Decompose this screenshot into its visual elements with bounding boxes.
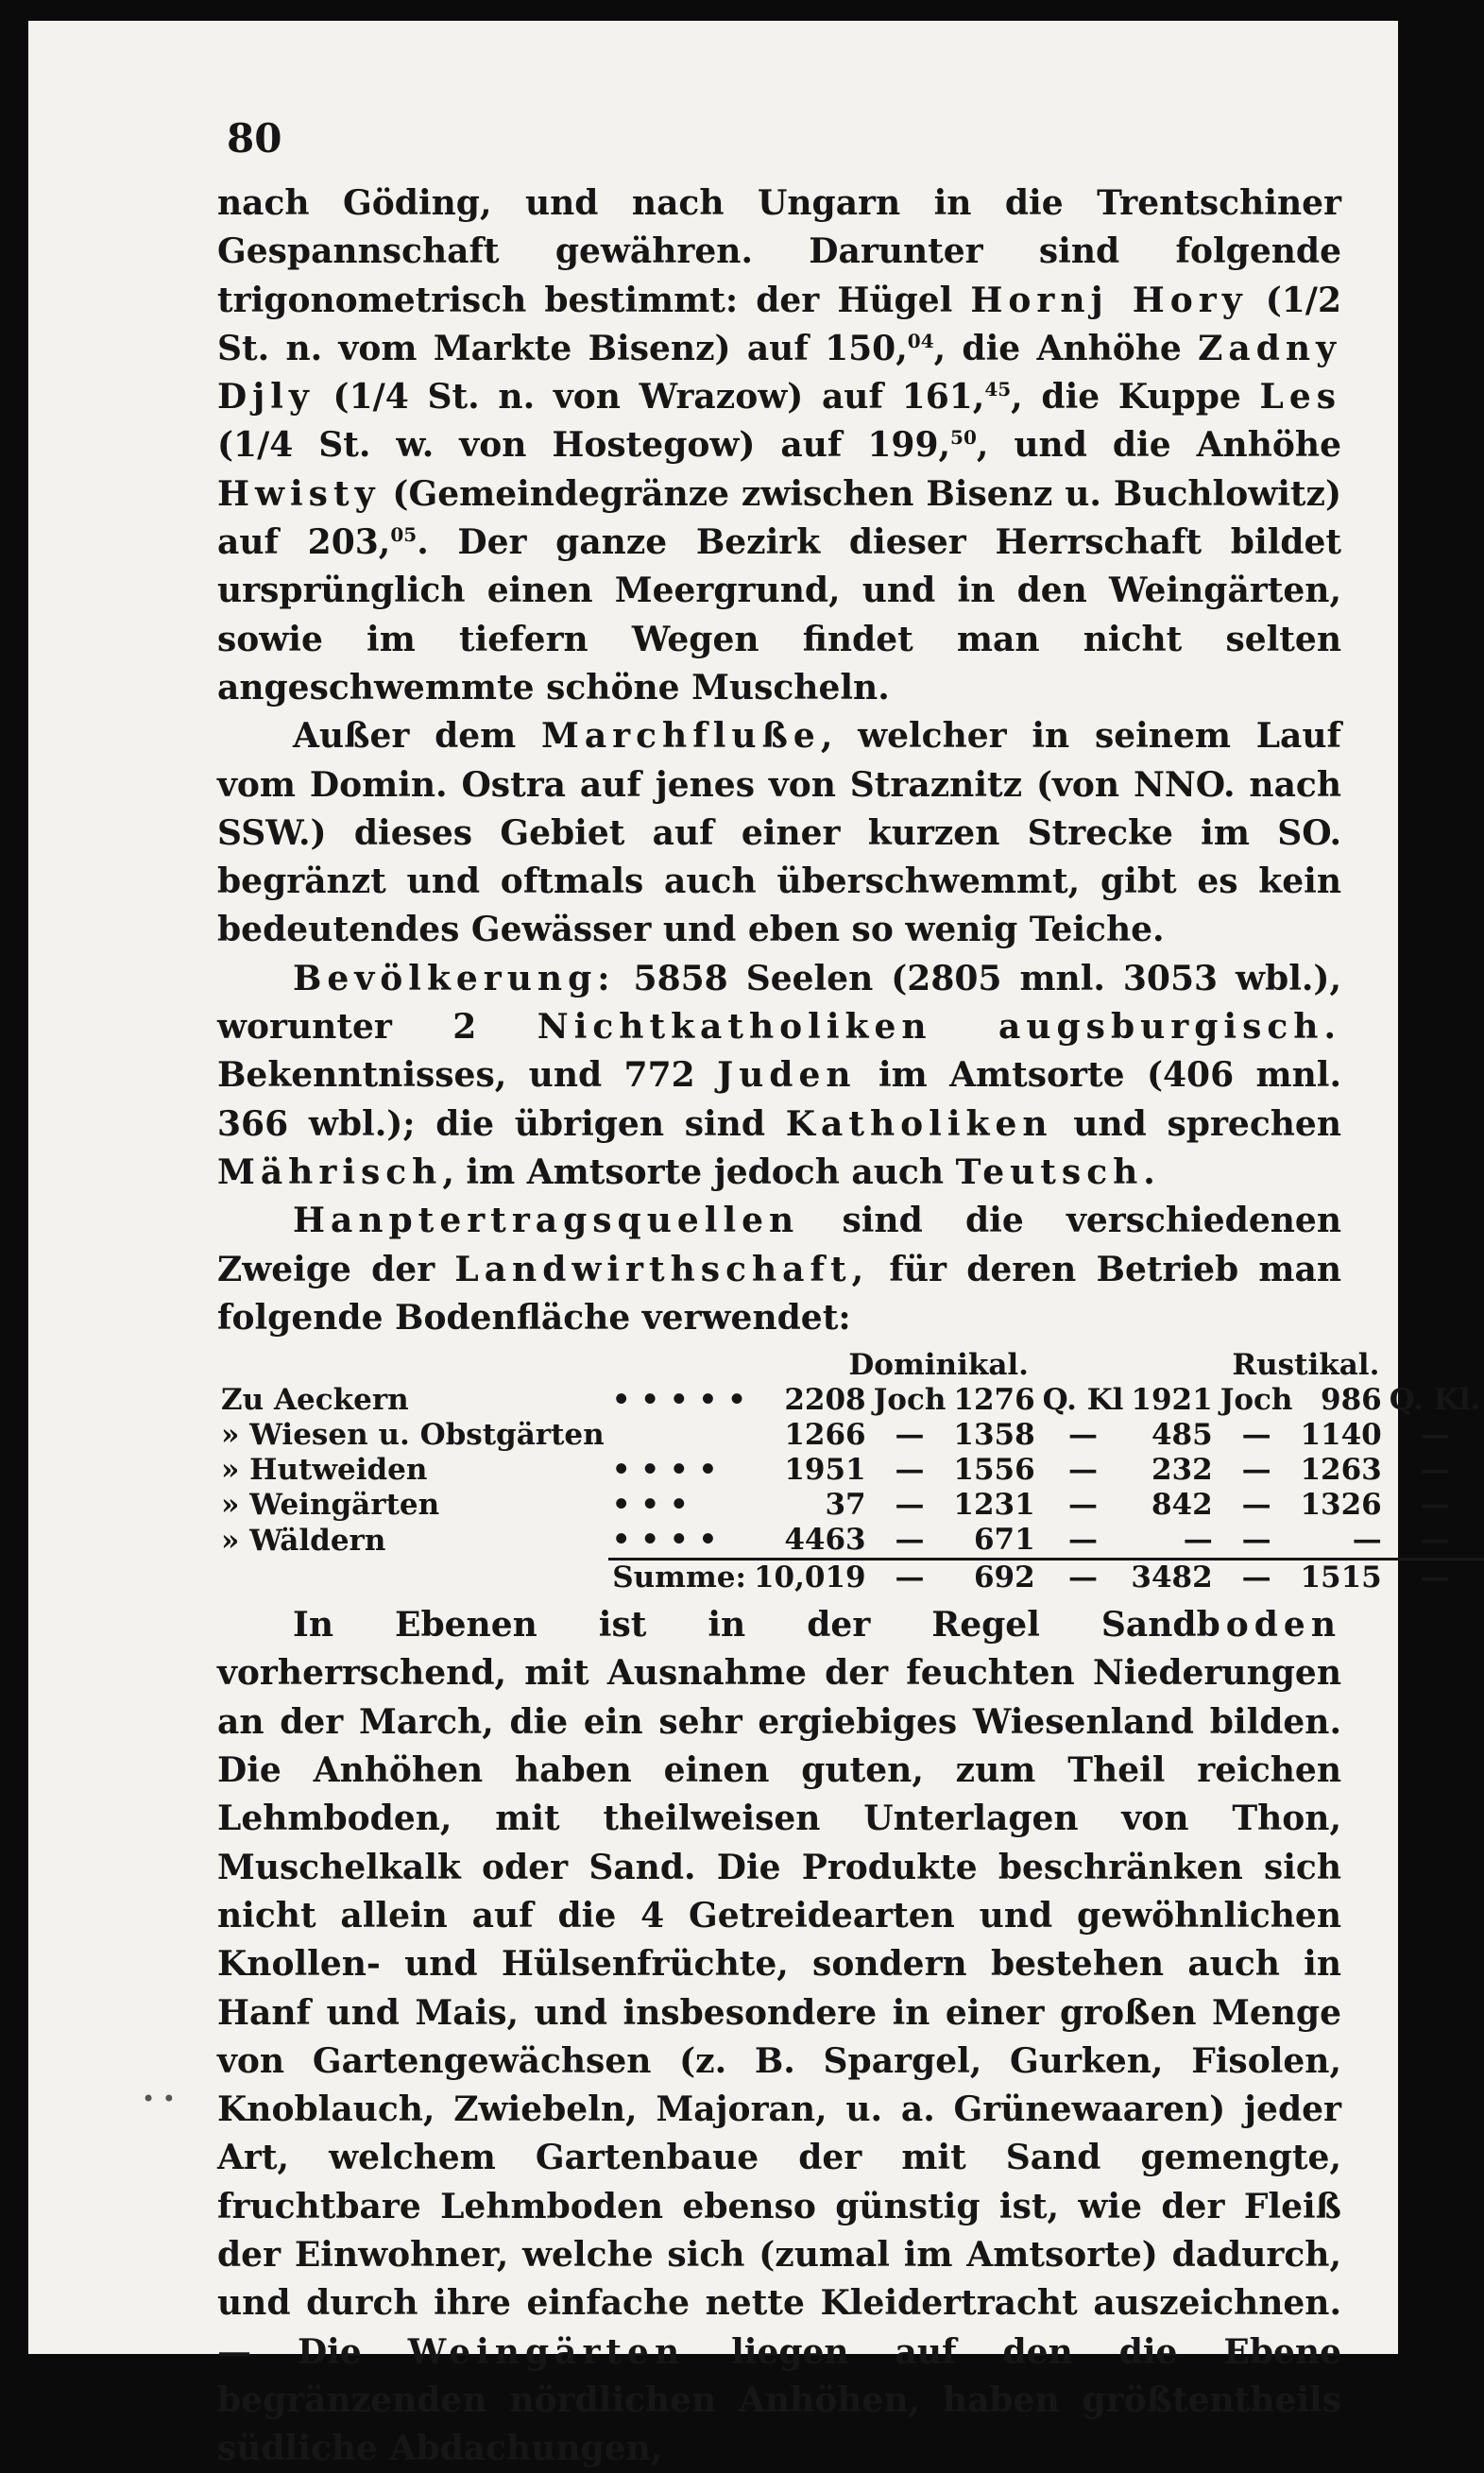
table-row: » Hutweiden • • • • 1951 — 1556 — 232 — 1263 — [221,1453,1450,1488]
dominikal-header: Dominikal. [848,1348,1029,1383]
fraction: 1/4 [233,425,294,466]
rustikal-header: Rustikal. [1232,1348,1380,1383]
margin-mark: • • [142,2086,176,2112]
table-row: » Wiesen u. Obstgärten 1266 — 1358 — 485 — 1140 — [221,1418,1450,1453]
paragraph-trigonometric: nach Göding, und nach Ungarn in die Trentschiner Gespannschaft gewähren. Darunter sind folgende trigonometrisch bestimmt: der Hügel Hornj Hory (1/2 St. n. vom Markte Bisenz) auf 150,04, die Anhöhe Zadny Djly (1/4 St. n. von Wrazow) auf 161,45, die Kuppe Les (1/4 St. w. von Hostegow) auf 199,50, und die Anhöhe Hwisty (Gemeindegränze zwischen Bisenz u. Buchlowitz) auf 203,05. Der ganze Bezirk dieser Herrschaft bildet ursprünglich einen Meergrund, und in den Weingärten, sowie im tiefern Wegen findet man nicht selten angeschwemmte schöne Muscheln. [217,183,1341,708]
table-row: Zu Aeckern • • • • • 2208 Joch 1276 Q. Kl 1921 Joch 986 Q. Kl. [221,1383,1481,1418]
paragraph-income-sources: Hanptertragsquellen sind die verschiedenen Zweige der Landwirthschaft, für deren Betrieb man folgende Bodenfläche verwendet: [217,1201,1341,1338]
sum-row: Summe: 10,019 — 692 — 3482 — 1515 — [217,1560,1484,1596]
fraction: 1/2 [1281,280,1341,320]
section-heading: Bevölkerung: [293,958,616,998]
section-heading: Hanptertragsquellen [293,1201,800,1241]
land-table [217,1348,1484,1595]
fraction: 1/4 [349,377,409,418]
river-name: Marchfluße [540,716,821,757]
place-name: Hornj Hory [970,280,1248,320]
paragraph-population: Bevölkerung: 5858 Seelen (2805 mnl. 3053 wbl.), worunter 2 Nichtkatholiken augsburgisch. Bekenntnisses, und 772 Juden im Amtsorte (406 mnl. 366 wbl.); die übrigen sind Katholiken und sprechen Mährisch, im Amtsorte jedoch auch Teutsch. [217,958,1341,1192]
place-name: Hwisty [217,473,381,514]
table-row: » Wäldern • • • • 4463 — 671 — — — — — [221,1523,1450,1558]
page-number: 80 [227,115,282,162]
table-header-row [217,1348,1484,1383]
paragraph-soil: In Ebenen ist in der Regel Sandboden vorherrschend, mit Ausnahme der feuchten Niederungen an der March, die ein sehr ergiebiges Wiesenland bilden. Die Anhöhen haben einen guten, zum Theil reichen Lehmboden, mit theilweisen Unterlagen von Thon, Muschelkalk oder Sand. Die Produkte beschränken sich nicht allein auf die 4 Getreidearten und gewöhnlichen Knollen- und Hülsenfrüchte, sondern bestehen auch in Hanf und Mais, und insbesondere in einer großen Menge von Gartengewächsen (z. B. Spargel, Gurken, Fisolen, Knoblauch, Zwiebeln, Majoran, u. a. Grünewaaren) jeder Art, welchem Gartenbaue der mit Sand gemengte, fruchtbare Lehmboden ebenso günstig ist, wie der Fleiß der Einwohner, welche sich (zumal im Amtsorte) dadurch, und durch ihre einfache nette Kleidertracht auszeichnen. — Die Weingärten liegen auf den die Ebene begränzenden nördlichen Anhöhen, haben größtentheils südliche Abdachungen, [217,1605,1341,2469]
paragraph-waters: Außer dem Marchfluße, welcher in seinem Lauf vom Domin. Ostra auf jenes von Straznitz (von NNO. nach SSW.) dieses Gebiet auf einer kurzen Strecke im SO. begränzt und oftmals auch überschwemmt, gibt es kein bedeutendes Gewässer und eben so wenig Teiche. [217,716,1342,950]
place-name: Les [1259,377,1341,418]
place-name: Zadny Djly [217,328,1341,418]
table-row: » Weingärten • • • 37 — 1231 — 842 — 1326 — [221,1488,1450,1523]
page-body [217,179,1481,2473]
book-page [28,21,1481,2469]
land-use-table [217,1348,1481,1595]
